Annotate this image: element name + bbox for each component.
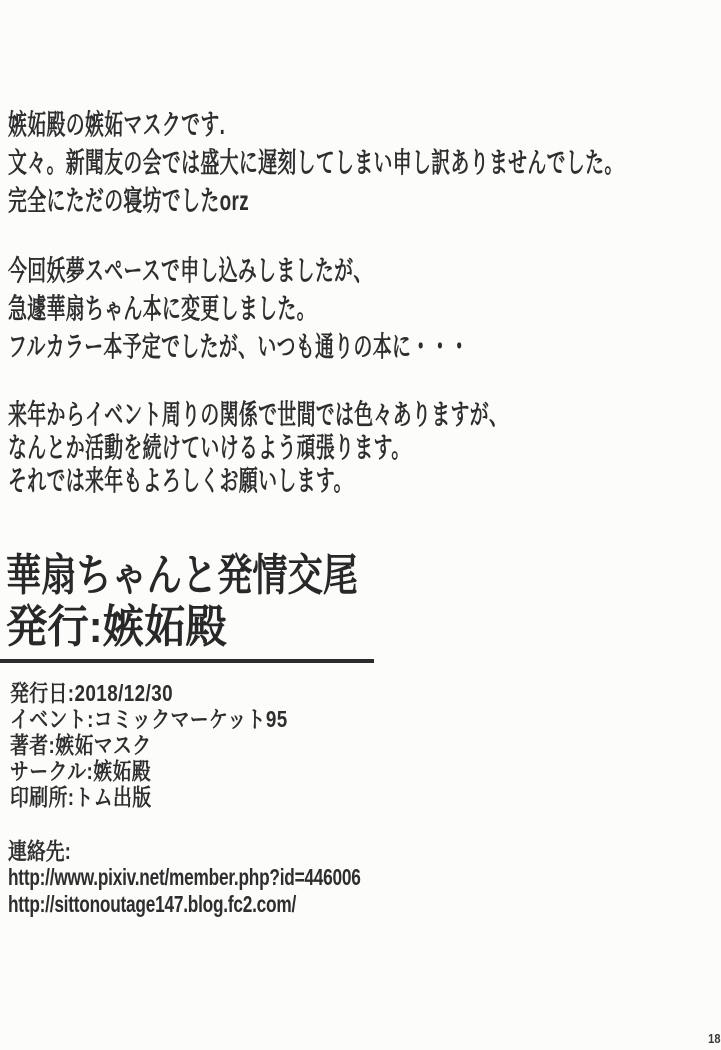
afterword-line: 文々。新聞友の会では盛大に遅刻してしまい申し訳ありませんでした。 (8, 147, 624, 178)
afterword-line: それでは来年もよろしくお願いします。 (8, 465, 353, 496)
colophon-title-block (6, 552, 446, 652)
contact-label: 連絡先: (8, 838, 71, 864)
afterword-text (8, 106, 721, 497)
detail-event: イベント:コミックマーケット95 (10, 706, 288, 732)
page-number: 18 (707, 1031, 720, 1046)
afterword-line: 嫉妬殿の嫉妬マスクです. (8, 109, 226, 140)
blog-url-text: http://sittonoutage147.blog.fc2.com/ (8, 891, 297, 917)
publication-details-list (10, 680, 288, 810)
afterword-line: 完全にただの寝坊でしたorz (8, 185, 249, 216)
afterword-paragraph-3 (8, 398, 624, 497)
afterword-line: 急遽華扇ちゃん本に変更しました。 (8, 293, 316, 324)
section-divider (0, 659, 374, 663)
afterword-line: フルカラー本予定でしたが、いつも通りの本に・・・ (8, 331, 469, 362)
book-title: 華扇ちゃんと発情交尾 (6, 551, 358, 600)
afterword-line: なんとか活動を続けていけるよう頑張ります。 (8, 432, 411, 463)
detail-issue-date: 発行日:2018/12/30 (10, 680, 174, 706)
detail-circle: サークル:嫉妬殿 (10, 758, 152, 784)
detail-printer: 印刷所:トム出版 (10, 784, 152, 810)
contact-block (8, 838, 478, 918)
pixiv-url-text: http://www.pixiv.net/member.php?id=446006 (8, 864, 361, 890)
afterword-line: 今回妖夢スペースで申し込みしましたが、 (8, 255, 373, 286)
afterword-line: 来年からイベント周りの関係で世間では色々ありますが、 (8, 399, 509, 430)
afterword-paragraph-1 (8, 106, 624, 220)
afterword-paragraph-2 (8, 252, 624, 366)
publisher-line: 発行:嫉妬殿 (6, 601, 227, 652)
detail-author: 著者:嫉妬マスク (10, 732, 152, 758)
